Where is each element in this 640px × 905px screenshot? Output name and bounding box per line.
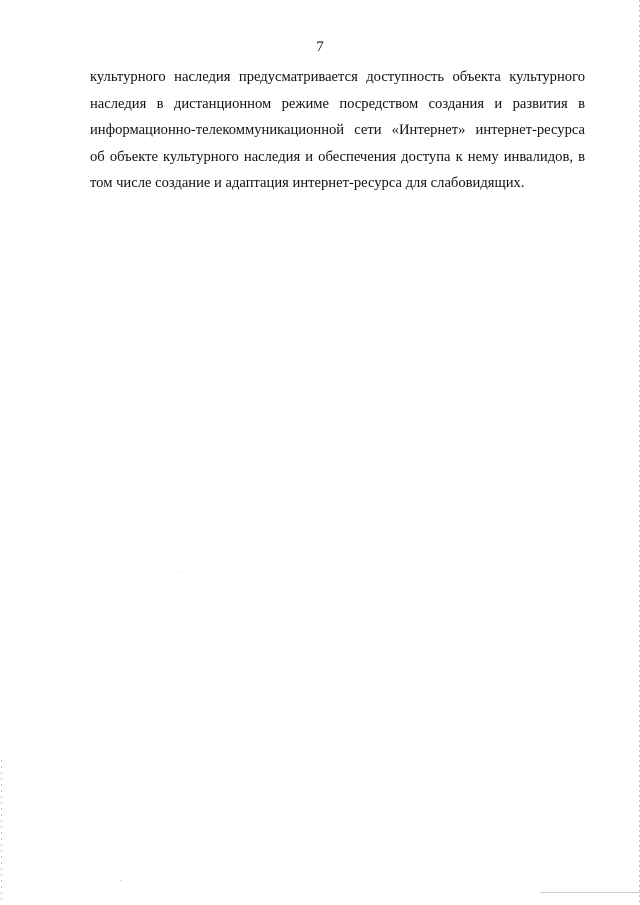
page-number: 7 — [316, 39, 324, 55]
paragraph-line-2: наследия в дистанционном режиме посредством создания и развития в — [90, 95, 585, 112]
paragraph-line-4: об объекте культурного наследия и обеспечения доступа к нему инвалидов, в — [90, 148, 585, 165]
scan-speck — [120, 880, 121, 881]
scan-speck — [181, 571, 182, 572]
paragraph-line-3: информационно-телекоммуникационной сети «Интернет» интернет-ресурса — [90, 122, 585, 138]
body-paragraph — [90, 64, 585, 197]
scan-bottom-rule — [540, 892, 640, 893]
paragraph-line-1: культурного наследия предусматривается доступность объекта культурного — [90, 69, 585, 85]
scan-edge-left — [1, 760, 2, 900]
paragraph-line-5: том числе создание и адаптация интернет-ресурса для слабовидящих. — [90, 175, 525, 191]
